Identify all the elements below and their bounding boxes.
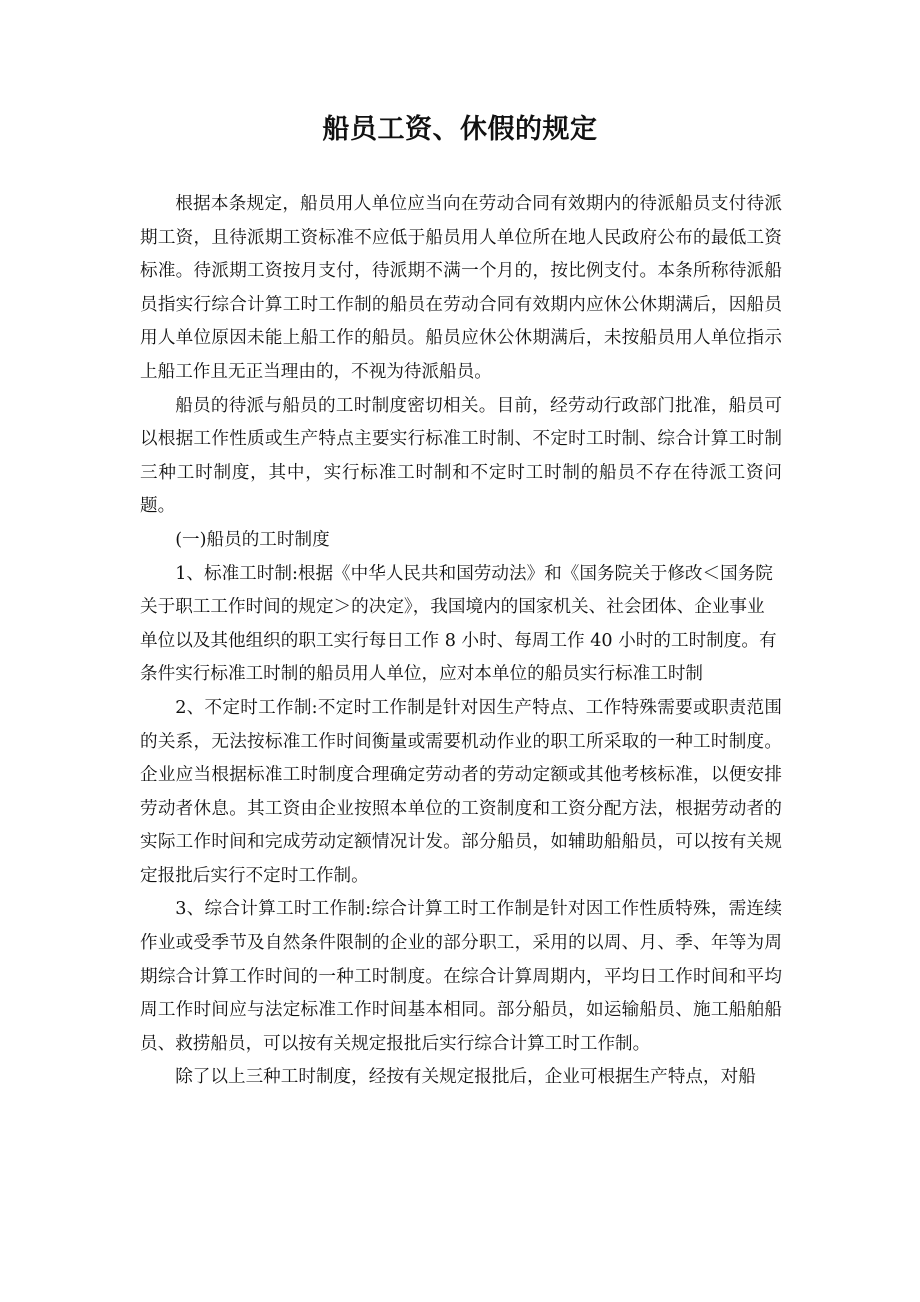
- paragraph-standard-hours: 1、标准工时制:根据《中华人民共和国劳动法》和《国务院关于修改＜国务院关于职工工作时间的规定＞的决定》，我国境内的国家机关、社会团体、企业事业单位以及其他组织的职工实行每日工作 8 小时、每周工作 40 小时的工时制度。有条件实行标准工时制的船员用人单位，应对本单位的船员实行标准工时制: [140, 563, 777, 685]
- document-body: [140, 188, 782, 1095]
- paragraph-other-systems: 除了以上三种工时制度，经按有关规定报批后，企业可根据生产特点，对船: [175, 1067, 756, 1088]
- paragraph-working-hours-intro: 船员的待派与船员的工时制度密切相关。目前，经劳动行政部门批准，船员可以根据工作性质或生产特点主要实行标准工时制、不定时工时制、综合计算工时制三种工时制度，其中，实行标准工时制和不定时工时制的船员不存在待派工资问题。: [140, 395, 782, 517]
- paragraph-waiting-wage: 根据本条规定，船员用人单位应当向在劳动合同有效期内的待派船员支付待派期工资，且待派期工资标准不应低于船员用人单位所在地人民政府公布的最低工资标准。待派期工资按月支付，待派期不满一个月的，按比例支付。本条所称待派船员指实行综合计算工时工作制的船员在劳动合同有效期内应休公休期满后，因船员用人单位原因未能上船工作的船员。船员应休公休期满后，未按船员用人单位指示上船工作且无正当理由的，不视为待派船员。: [140, 194, 782, 382]
- section-heading-working-hours: (一)船员的工时制度: [175, 529, 330, 550]
- paragraph-comprehensive-hours: 3、综合计算工时工作制:综合计算工时工作制是针对因工作性质特殊，需连续作业或受季节及自然条件限制的企业的部分职工，采用的以周、月、季、年等为周期综合计算工作时间的一种工时制度。在综合计算周期内，平均日工作时间和平均周工作时间应与法定标准工作时间基本相同。部分船员，如运输船员、施工船舶船员、救捞船员，可以按有关规定报批后实行综合计算工时工作制。: [140, 899, 782, 1054]
- page-title: 船员工资、休假的规定: [322, 114, 598, 145]
- paragraph-flexible-hours: 2、不定时工作制:不定时工作制是针对因生产特点、工作特殊需要或职责范围的关系，无法按标准工作时间衡量或需要机动作业的职工所采取的一种工时制度。企业应当根据标准工时制度合理确定劳动者的劳动定额或其他考核标准，以便安排劳动者休息。其工资由企业按照本单位的工资制度和工资分配方法，根据劳动者的实际工作时间和完成劳动定额情况计发。部分船员，如辅助船船员，可以按有关规定报批后实行不定时工作制。: [140, 697, 782, 886]
